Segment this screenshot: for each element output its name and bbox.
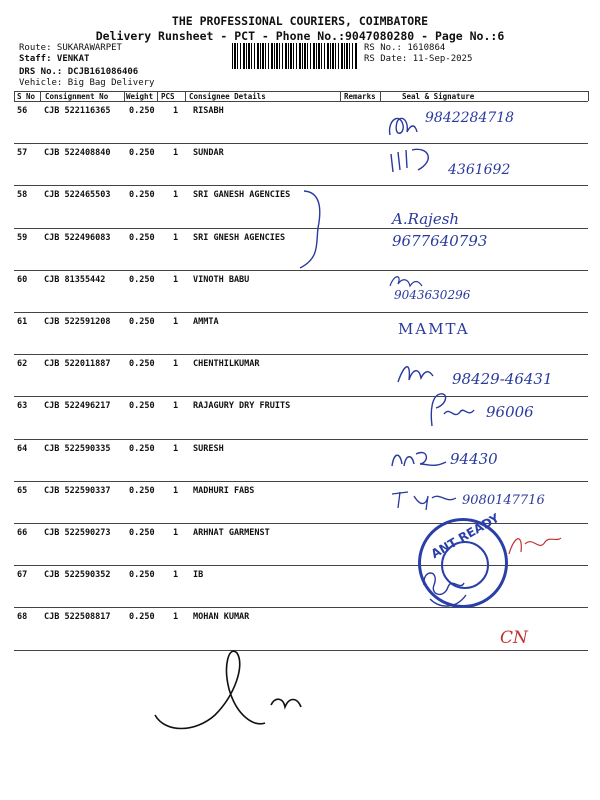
bracket-mark: [296, 188, 326, 272]
sig-note-63: 96006: [486, 403, 534, 421]
table-header-border: [14, 101, 588, 102]
cell-weight: 0.250: [129, 148, 155, 159]
sig-note-61: MAMTA: [398, 320, 470, 338]
sig-note-65: 9080147716: [462, 493, 545, 508]
row-divider: [14, 439, 588, 440]
sig-note-64: 94430: [450, 450, 498, 468]
cell-consignee: IB: [193, 570, 204, 581]
cell-pcs: 1: [173, 570, 179, 581]
cell-pcs: 1: [173, 485, 179, 496]
signature-57: [388, 146, 448, 176]
cell-consignee: RISABH: [193, 106, 224, 116]
col-header-consignment: Consignment No: [45, 92, 109, 101]
cell-consignment: CJB 522011887: [44, 359, 111, 370]
cell-consignment: CJB 522496217: [44, 401, 111, 412]
cell-consignee: SRI GANESH AGENCIES: [193, 190, 291, 201]
cell-consignment: CJB 522496083: [44, 232, 111, 243]
cell-consignment: CJB 522590337: [44, 485, 111, 496]
cell-pcs: 1: [173, 148, 179, 159]
cell-consignee: MOHAN KUMAR: [193, 612, 250, 623]
row-divider: [14, 481, 588, 482]
cell-sno: 60: [17, 274, 28, 285]
cell-pcs: 1: [173, 359, 179, 370]
cell-sno: 65: [17, 485, 28, 496]
cell-consignee: SURESH: [193, 443, 224, 454]
cell-sno: 66: [17, 528, 28, 538]
red-mark-cn: CN: [500, 628, 528, 648]
rs-date: RS Date: 11-Sep-2025: [364, 54, 473, 64]
cell-consignee: RAJAGURY DRY FRUITS: [193, 401, 291, 412]
column-divider: [14, 91, 15, 101]
cell-weight: 0.250: [129, 612, 155, 623]
cell-weight: 0.250: [129, 106, 155, 116]
route-label: Route: SUKARAWARPET: [19, 43, 122, 53]
cell-sno: 68: [17, 612, 28, 623]
col-header-signature: Seal & Signature: [402, 92, 475, 101]
cell-pcs: 1: [173, 190, 179, 201]
drs-number: DRS No.: DCJB161086406: [19, 67, 139, 77]
rs-number: RS No.: 1610864: [364, 43, 446, 53]
column-divider: [124, 91, 125, 101]
cell-pcs: 1: [173, 401, 179, 412]
cell-sno: 59: [17, 232, 28, 243]
row-divider: [14, 354, 588, 355]
cell-pcs: 1: [173, 443, 179, 454]
column-divider: [185, 91, 186, 101]
cell-weight: 0.250: [129, 232, 155, 243]
barcode: [232, 43, 358, 69]
cell-weight: 0.250: [129, 274, 155, 285]
column-divider: [588, 91, 589, 101]
cell-weight: 0.250: [129, 528, 155, 538]
sig-note-62: 98429-46431: [452, 370, 553, 388]
cell-sno: 57: [17, 148, 28, 159]
cell-consignment: CJB 522116365: [44, 106, 111, 116]
cell-consignee: AMMTA: [193, 317, 219, 327]
cell-pcs: 1: [173, 106, 179, 116]
cell-consignee: SRI GNESH AGENCIES: [193, 232, 286, 243]
column-divider: [40, 91, 41, 101]
vehicle-label: Vehicle: Big Bag Delivery: [19, 78, 155, 88]
col-header-weight: Weight: [126, 92, 154, 101]
row-divider: [14, 607, 588, 608]
column-divider: [380, 91, 381, 101]
cell-consignment: CJB 522508817: [44, 612, 111, 623]
red-scribble: [505, 530, 565, 560]
sig-note-56: 9842284718: [425, 110, 515, 126]
row-divider: [14, 143, 588, 144]
cell-consignee: MADHURI FABS: [193, 485, 255, 496]
col-header-pcs: PCS: [161, 92, 175, 101]
cell-consignee: VINOTH BABU: [193, 274, 250, 285]
cell-consignment: CJB 522591208: [44, 317, 111, 327]
signature-65: [390, 488, 460, 512]
cell-sno: 58: [17, 190, 28, 201]
column-divider: [157, 91, 158, 101]
cell-sno: 67: [17, 570, 28, 581]
cell-weight: 0.250: [129, 190, 155, 201]
cell-consignment: CJB 81355442: [44, 274, 106, 285]
cell-weight: 0.250: [129, 570, 155, 581]
bottom-signature: [145, 645, 305, 740]
sig-note-57: 4361692: [448, 162, 511, 178]
cell-pcs: 1: [173, 317, 179, 327]
cell-consignee: CHENTHILKUMAR: [193, 359, 260, 370]
sig-note-59: 9677640793: [392, 232, 488, 250]
cell-weight: 0.250: [129, 401, 155, 412]
seal-text: ANT READY: [428, 510, 502, 562]
cell-consignee: SUNDAR: [193, 148, 224, 159]
cell-weight: 0.250: [129, 359, 155, 370]
row-divider: [14, 312, 588, 313]
column-divider: [340, 91, 341, 101]
cell-consignment: CJB 522590352: [44, 570, 111, 581]
signature-62: [395, 358, 435, 388]
cell-sno: 63: [17, 401, 28, 412]
cell-pcs: 1: [173, 528, 179, 538]
cell-sno: 56: [17, 106, 28, 116]
cell-consignee: ARHNAT GARMENST: [193, 528, 270, 538]
cell-consignment: CJB 522465503: [44, 190, 111, 201]
document-subtitle: Delivery Runsheet - PCT - Phone No.:9047080280 - Page No.:6: [95, 29, 505, 43]
cell-consignment: CJB 522590273: [44, 528, 111, 538]
cell-pcs: 1: [173, 232, 179, 243]
row-divider: [14, 396, 588, 397]
col-header-sno: S No: [17, 92, 36, 101]
signature-56: [385, 110, 425, 145]
cell-sno: 61: [17, 317, 28, 327]
sig-note-60: 9043630296: [394, 288, 471, 302]
cell-sno: 64: [17, 443, 28, 454]
cell-pcs: 1: [173, 612, 179, 623]
cell-weight: 0.250: [129, 317, 155, 327]
row-divider: [14, 185, 588, 186]
sig-name-59: A.Rajesh: [392, 210, 460, 228]
staff-label: Staff: VENKAT: [19, 54, 90, 64]
document-title: THE PROFESSIONAL COURIERS, COIMBATORE: [171, 14, 429, 28]
signature-63: [426, 390, 486, 430]
cell-consignment: CJB 522590335: [44, 443, 111, 454]
signature-67: [420, 565, 480, 615]
row-divider: [14, 523, 588, 524]
cell-consignment: CJB 522408840: [44, 148, 111, 159]
cell-sno: 62: [17, 359, 28, 370]
signature-64: [390, 448, 450, 470]
col-header-consignee: Consignee Details: [189, 92, 266, 101]
cell-weight: 0.250: [129, 485, 155, 496]
cell-weight: 0.250: [129, 443, 155, 454]
cell-pcs: 1: [173, 274, 179, 285]
col-header-remarks: Remarks: [344, 92, 376, 101]
